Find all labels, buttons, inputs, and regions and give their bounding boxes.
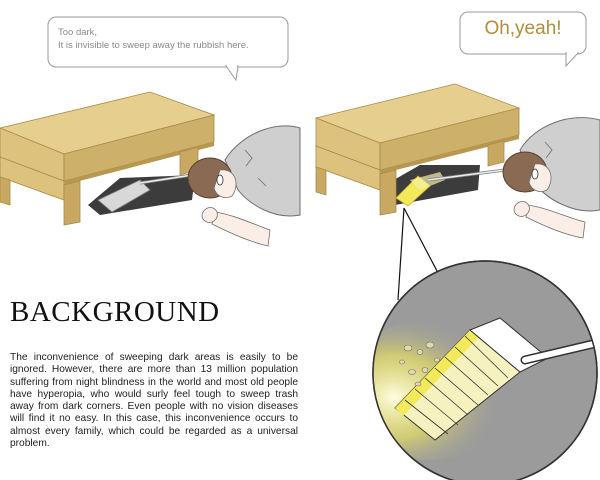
scene-lit-under-cabinet [316,84,600,238]
bubble-right-text: Oh,yeah! [484,18,562,39]
scene-dark-under-cabinet [0,92,300,246]
magnified-view-circle [340,261,600,480]
background-paragraph: The inconvenience of sweeping dark areas is easily to be ignored. However, there are more than 13 million population suffering from night blindness in the world and most old people have hyperopia, who would surly feel tough to sweep trash away from dark corners. Even people with no vision diseases will find it no easy. In this case, this inconvenience occurs to almost every family, which could be regarded as a universal problem. [10,352,298,450]
section-heading: BACKGROUND [10,296,220,328]
bubble-left-line2: It is invisible to sweep away the rubbish here. [58,40,249,51]
bubble-left-line1: Too dark, [58,27,98,38]
